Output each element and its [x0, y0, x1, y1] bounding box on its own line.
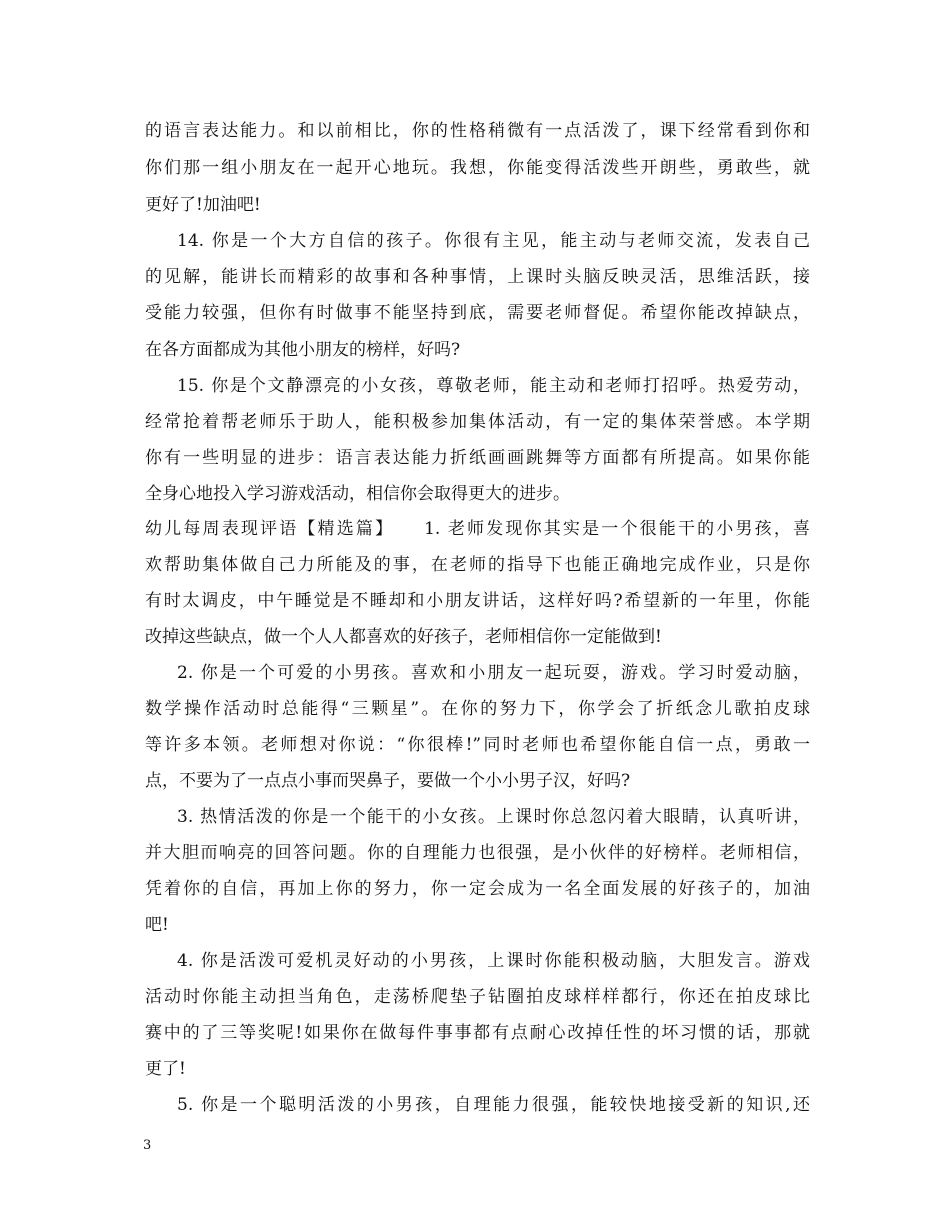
text-line: 的见解，能讲长而精彩的故事和各种事情，上课时头脑反映灵活，思维活跃，接: [145, 267, 810, 287]
text-line: 并大胆而响亮的回答问题。你的自理能力也很强，是小伙伴的好榜样。老师相信，: [145, 843, 810, 863]
text-line: 欢帮助集体做自己力所能及的事，在老师的指导下也能正确地完成作业，只是你: [145, 555, 810, 575]
text-line: 14. 你是一个大方自信的孩子。你很有主见，能主动与老师交流，发表自己: [177, 231, 810, 251]
text-line: 等许多本领。老师想对你说：“你很棒!”同时老师也希望你能自信一点，勇敢一: [145, 735, 810, 755]
text-line: 5. 你是一个聪明活泼的小男孩，自理能力很强，能较快地接受新的知识,还: [177, 1095, 810, 1115]
page-number: 3: [143, 1138, 152, 1153]
text-line: 有时太调皮，中午睡觉是不睡却和小朋友讲话，这样好吗?希望新的一年里，你能: [145, 591, 810, 611]
text-line: 改掉这些缺点，做一个人人都喜欢的好孩子，老师相信你一定能做到!: [145, 627, 662, 647]
text-line: 你们那一组小朋友在一起开心地玩。我想，你能变得活泼些开朗些，勇敢些，就: [145, 158, 810, 178]
text-line: 受能力较强，但你有时做事不能坚持到底，需要老师督促。希望你能改掉缺点，: [145, 303, 810, 323]
text-line: 更好了!加油吧!: [145, 195, 261, 215]
text-line: 在各方面都成为其他小朋友的榜样，好吗?: [145, 340, 461, 360]
section-heading-line: 幼儿每周表现评语【精选篇】 1. 老师发现你其实是一个很能干的小男孩，喜: [145, 519, 810, 539]
text-line: 的语言表达能力。和以前相比，你的性格稍微有一点活泼了，课下经常看到你和: [145, 121, 810, 141]
text-line: 赛中的了三等奖呢!如果你在做每件事事都有点耐心改掉任性的坏习惯的话，那就: [145, 1023, 810, 1043]
text-line: 数学操作活动时总能得“三颗星”。在你的努力下，你学会了折纸念儿歌拍皮球: [145, 699, 810, 719]
text-line: 2. 你是一个可爱的小男孩。喜欢和小朋友一起玩耍，游戏。学习时爱动脑，: [177, 663, 810, 683]
text-line: 4. 你是活泼可爱机灵好动的小男孩，上课时你能积极动脑，大胆发言。游戏: [177, 951, 810, 971]
text-line: 更了!: [145, 1059, 186, 1079]
text-line: 经常抢着帮老师乐于助人，能积极参加集体活动，有一定的集体荣誉感。本学期: [145, 412, 810, 432]
text-line: 点，不要为了一点点小事而哭鼻子，要做一个小小男子汉，好吗?: [145, 771, 631, 791]
text-line: 凭着你的自信，再加上你的努力，你一定会成为一名全面发展的好孩子的，加油: [145, 879, 810, 899]
text-line: 吧!: [145, 915, 169, 935]
text-line: 活动时你能主动担当角色，走荡桥爬垫子钻圈拍皮球样样都行，你还在拍皮球比: [145, 987, 810, 1007]
text-line: 你有一些明显的进步：语言表达能力折纸画画跳舞等方面都有所提高。如果你能: [145, 448, 810, 468]
text-line: 15. 你是个文静漂亮的小女孩，尊敬老师，能主动和老师打招呼。热爱劳动，: [177, 376, 810, 396]
text-line: 3. 热情活泼的你是一个能干的小女孩。上课时你总忽闪着大眼睛，认真听讲，: [177, 807, 810, 827]
text-line: 全身心地投入学习游戏活动，相信你会取得更大的进步。: [145, 484, 570, 504]
